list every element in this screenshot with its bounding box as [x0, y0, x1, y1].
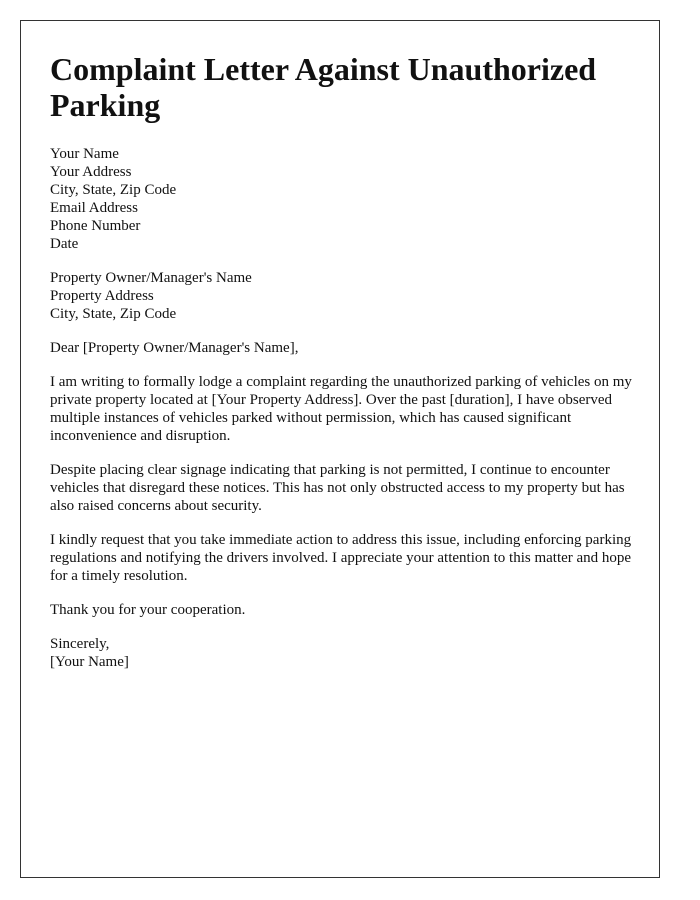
sender-city-state-zip: City, State, Zip Code	[50, 182, 177, 198]
body-paragraph-4: Thank you for your cooperation.	[50, 602, 246, 618]
sender-email: Email Address	[50, 200, 138, 216]
closing-block	[50, 635, 640, 671]
sender-name: Your Name	[50, 146, 119, 162]
body-paragraph-1: I am writing to formally lodge a complaint regarding the unauthorized parking of vehicles on my private property located at [Your Property Address]. Over the past [duration], I have observed multiple instances of vehicles parked without permission, which has caused significant inconvenience and disruption.	[50, 374, 632, 444]
letter-content	[50, 51, 640, 687]
sender-phone: Phone Number	[50, 218, 141, 234]
letter-page	[20, 20, 660, 878]
sender-address: Your Address	[50, 164, 132, 180]
recipient-address: Property Address	[50, 288, 154, 304]
sender-date: Date	[50, 236, 79, 252]
body-paragraph-2: Despite placing clear signage indicating that parking is not permitted, I continue to encounter vehicles that disregard these notices. This has not only obstructed access to my property but has also raised concerns about security.	[50, 462, 625, 514]
recipient-name: Property Owner/Manager's Name	[50, 270, 252, 286]
body-paragraph-3: I kindly request that you take immediate action to address this issue, including enforcing parking regulations and notifying the drivers involved. I appreciate your attention to this matter and hope for a timely resolution.	[50, 532, 632, 584]
recipient-block	[50, 269, 640, 323]
valediction: Sincerely,	[50, 636, 110, 652]
recipient-city-state-zip: City, State, Zip Code	[50, 306, 177, 322]
sender-block	[50, 145, 640, 253]
letter-title: Complaint Letter Against Unauthorized Parking	[50, 51, 597, 123]
signature: [Your Name]	[50, 654, 129, 670]
salutation: Dear [Property Owner/Manager's Name],	[50, 340, 299, 356]
